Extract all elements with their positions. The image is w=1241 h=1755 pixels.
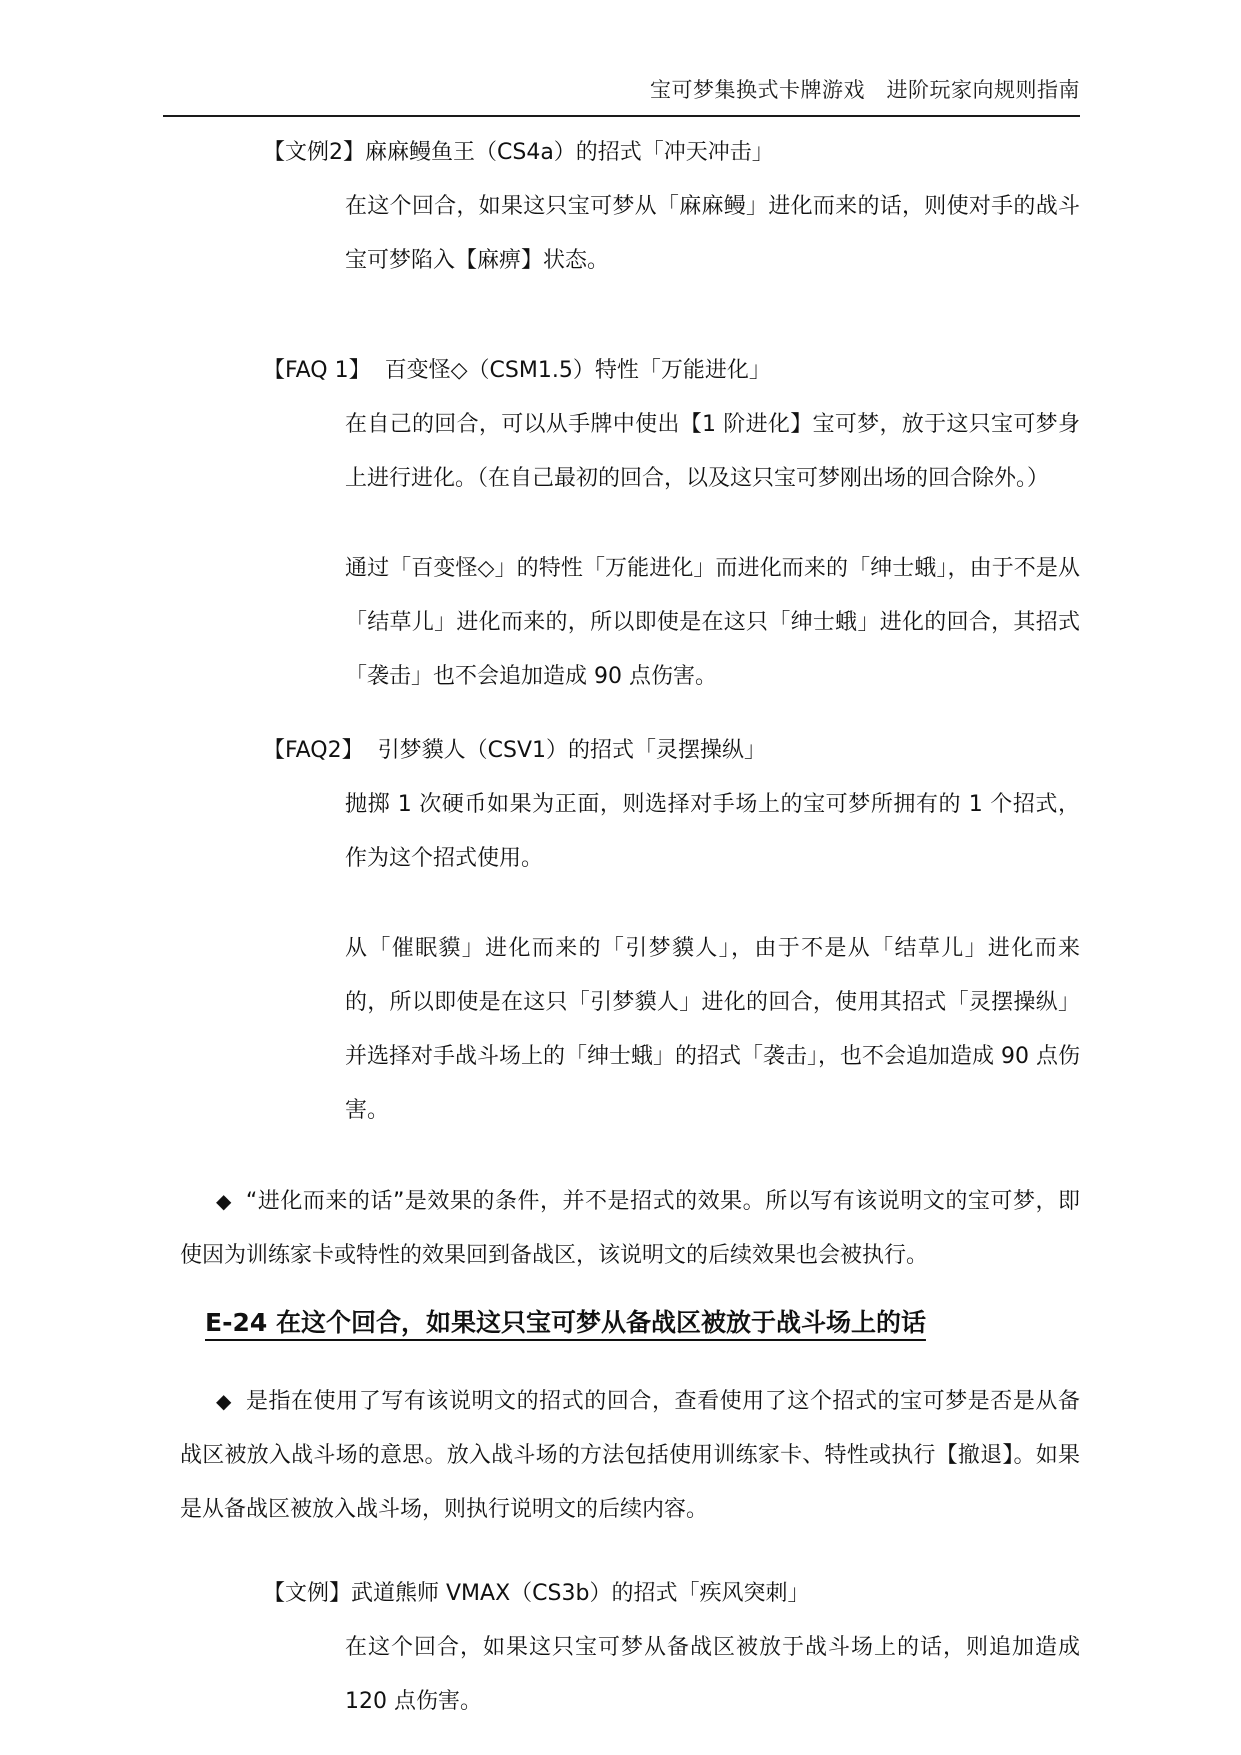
- note-evolution-condition: [163, 1174, 1080, 1283]
- note-evolution-condition-text: “进化而来的话”是效果的条件，并不是招式的效果。所以写有该说明文的宝可梦，即使因为训练家卡或特性的效果回到备战区，该说明文的后续效果也会被执行。: [180, 1189, 1080, 1268]
- header-divider: [163, 115, 1080, 117]
- page-header: 宝可梦集换式卡牌游戏 进阶玩家向规则指南: [650, 78, 1080, 102]
- section-heading-e24-text: E-24 在这个回合，如果这只宝可梦从备战区被放于战斗场上的话: [205, 1308, 926, 1337]
- example-e24-block: [163, 1567, 1080, 1729]
- note-e24-explanation: [163, 1374, 1080, 1537]
- faq-2-body-2: 从「催眠貘」进化而来的「引梦貘人」，由于不是从「结草儿」进化而来的，所以即使是在这只「引梦貘人」进化的回合，使用其招式「灵摆操纵」并选择对手战斗场上的「绅士蛾」的招式「袭击」，也不会追加造成 90 点伤害。: [345, 936, 1080, 1123]
- example-2-title-line: [263, 126, 1080, 180]
- faq-1-body-2: 通过「百变怪◇」的特性「万能进化」而进化而来的「绅士蛾」，由于不是从「结草儿」进化而来的，所以即使是在这只「绅士蛾」进化的回合，其招式「袭击」也不会追加造成 90 点伤害。: [345, 556, 1080, 689]
- faq-1-title: 百变怪◇（CSM1.5）特性「万能进化」: [384, 358, 771, 383]
- section-heading-e24: [205, 1293, 1080, 1353]
- example-2-label: 【文例2】: [263, 140, 365, 165]
- document-body: [163, 126, 1080, 1729]
- faq-1-label: 【FAQ 1】: [263, 358, 371, 383]
- faq-2-body-1: 抛掷 1 次硬币如果为正面，则选择对手场上的宝可梦所拥有的 1 个招式，作为这个招式使用。: [345, 792, 1080, 871]
- diamond-bullet-icon: ◆: [216, 1189, 232, 1213]
- example-e24-body: 在这个回合，如果这只宝可梦从备战区被放于战斗场上的话，则追加造成 120 点伤害。: [345, 1634, 1080, 1714]
- diamond-bullet-icon: ◆: [216, 1388, 232, 1413]
- note-e24-explanation-text: 是指在使用了写有该说明文的招式的回合，查看使用了这个招式的宝可梦是否是从备战区被放入战斗场的意思。放入战斗场的方法包括使用训练家卡、特性或执行【撤退】。如果是从备战区被放入战斗场，则执行说明文的后续内容。: [180, 1388, 1080, 1522]
- example-e24-title-line: [263, 1567, 1080, 1621]
- faq-2-title-line: [263, 724, 1080, 778]
- faq-1-title-line: [263, 344, 1080, 398]
- faq-2-block: [163, 724, 1080, 1138]
- faq-2-label: 【FAQ2】: [263, 738, 364, 763]
- example-2-title: 麻麻鳗鱼王（CS4a）的招式「冲天冲击」: [365, 140, 774, 165]
- example-e24-title: 武道熊师 VMAX（CS3b）的招式「疾风突刺」: [351, 1580, 810, 1606]
- example-e24-label: 【文例】: [263, 1580, 352, 1606]
- faq-2-title: 引梦貘人（CSV1）的招式「灵摆操纵」: [377, 738, 766, 763]
- example-2-block: [163, 126, 1080, 288]
- faq-1-block: [163, 344, 1080, 704]
- example-2-body: 在这个回合，如果这只宝可梦从「麻麻鳗」进化而来的话，则使对手的战斗宝可梦陷入【麻痹】状态。: [345, 194, 1080, 273]
- faq-1-body-1: 在自己的回合，可以从手牌中使出【1 阶进化】宝可梦，放于这只宝可梦身上进行进化。（在自己最初的回合，以及这只宝可梦刚出场的回合除外。）: [345, 412, 1080, 491]
